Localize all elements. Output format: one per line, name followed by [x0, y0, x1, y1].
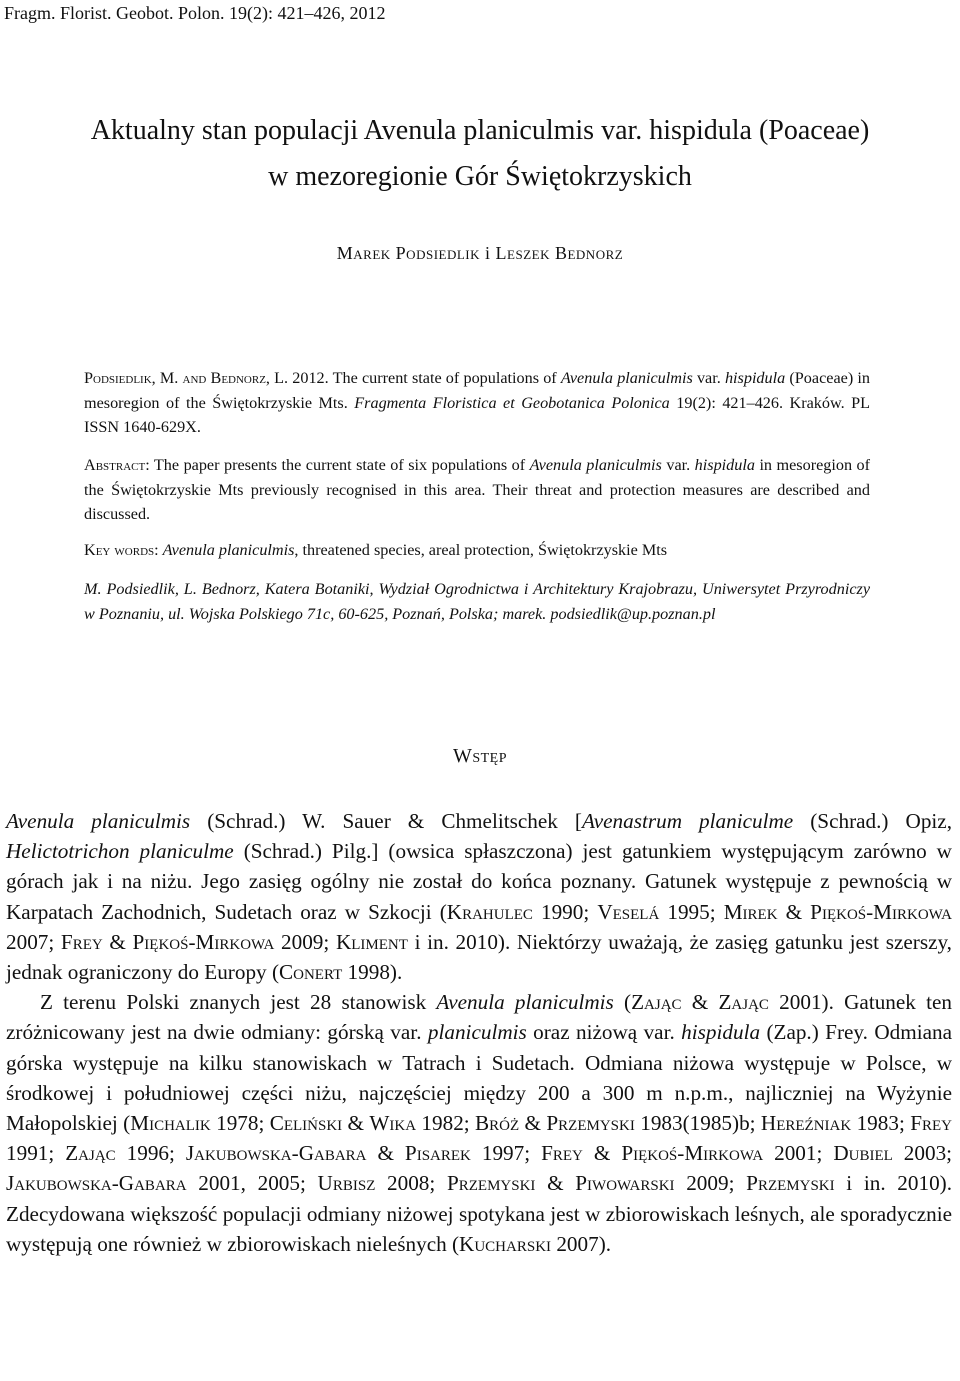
- text-run: i in. 2010). Zdecydowana większość populacji odmiany niżowej spotykana jest w zbiorowiskach leśnych, ale sporadycznie występują one również w zbiorowiskach nieleśnych (: [6, 1171, 953, 1256]
- citation-journal: Fragmenta Floristica et Geobotanica Polonica: [354, 393, 670, 412]
- cited-author: Kliment: [335, 929, 408, 954]
- text-run: &: [535, 1171, 576, 1196]
- text-run: (Schrad.) W. Sauer & Chmelitschek [: [190, 809, 582, 833]
- cited-author: Hereźniak: [760, 1111, 852, 1136]
- cited-author: Piękoś-Mirkowa: [621, 1141, 764, 1166]
- text-run: &: [366, 1141, 405, 1166]
- text-run: 1982;: [416, 1111, 476, 1136]
- authors-conj: i: [485, 243, 491, 263]
- citation-text-2: (Poaceae) in mesoregion of the Świętokrzyskie Mts.: [84, 369, 870, 412]
- species-name: planiculmis: [427, 1020, 527, 1045]
- author-1: Marek Podsiedlik: [336, 243, 481, 263]
- title-line-1: Aktualny stan populacji Avenula planiculmis var. hispidula (Poaceae): [90, 115, 870, 146]
- text-run: 2009;: [674, 1171, 747, 1196]
- text-run: 1996;: [115, 1141, 186, 1166]
- cited-author: Kucharski: [459, 1231, 552, 1256]
- cited-author: Pisarek: [404, 1141, 471, 1166]
- abstract: [84, 453, 870, 527]
- cited-author: Przemyski: [546, 1111, 635, 1136]
- cited-author: Mirek: [723, 899, 778, 924]
- cited-author: Dubiel: [833, 1141, 893, 1166]
- text-run: 2001, 2005;: [186, 1171, 318, 1196]
- author-address: [84, 577, 870, 626]
- section-heading: Wstęp: [452, 745, 508, 767]
- cited-author: Przemyski: [746, 1171, 835, 1196]
- text-run: &: [681, 990, 719, 1015]
- cited-author: Wika: [369, 1111, 417, 1136]
- abstract-label: Abstract: [84, 456, 146, 474]
- text-run: (: [613, 990, 632, 1015]
- abstract-text-2: in mesoregion of the Świętokrzyskie Mts previously recognised in this area. Their threat and protection measures are described and discussed.: [84, 456, 871, 524]
- citation-authors: Podsiedlik, M. and Bednorz, L. 2012.: [84, 369, 329, 387]
- species-name: Helictotrichon planiculme: [6, 839, 234, 864]
- citation-species: Avenula planiculmis: [560, 369, 693, 387]
- citation-text-3: 19(2): 421–426. Kraków. PL ISSN 1640-629X.: [84, 393, 871, 437]
- cited-author: Jakubowska-Gabara: [185, 1141, 367, 1166]
- text-run: 1998).: [342, 960, 403, 985]
- text-run: &: [342, 1111, 370, 1136]
- cited-author: Conert: [279, 960, 343, 985]
- cited-author: Frey: [910, 1111, 952, 1136]
- cited-author: Przemyski: [446, 1171, 536, 1196]
- cited-author: Zając: [631, 990, 682, 1015]
- address-text: M. Podsiedlik, L. Bednorz, Katera Botaniki, Wydział Ogrodnictwa i Architektury Krajobrazu, Uniwersytet Przyrodniczy w Poznaniu, ul. Wojska Polskiego 71c, 60-625, Poznań, Polska; marek. podsiedlik@up.poznan.pl: [84, 580, 870, 623]
- keywords-rest: , threatened species, areal protection, Świętokrzyskie Mts: [294, 541, 668, 559]
- cited-author: Frey: [60, 929, 103, 954]
- cited-author: Jakubowska-Gabara: [6, 1171, 187, 1196]
- abstract-species: Avenula planiculmis: [529, 456, 662, 474]
- text-run: 2007;: [6, 929, 61, 954]
- text-run: 1991;: [6, 1141, 66, 1166]
- cited-author: Piękoś-Mirkowa: [132, 929, 275, 954]
- text-run: &: [582, 1141, 622, 1166]
- abstract-colon: :: [145, 456, 150, 474]
- text-run: Z terenu Polski znanych jest 28 stanowisk: [40, 990, 437, 1015]
- cited-author: Zając: [718, 990, 769, 1015]
- cited-author: Bróż: [475, 1111, 520, 1136]
- body-text: [6, 806, 952, 1259]
- text-run: 1983;: [851, 1111, 911, 1136]
- text-run: 1978;: [210, 1111, 270, 1136]
- cited-author: Frey: [541, 1141, 583, 1166]
- text-run: 1995;: [659, 899, 724, 924]
- author-2: Leszek Bednorz: [495, 243, 624, 263]
- title-line-2: w mezoregionie Gór Świętokrzyskich: [268, 161, 692, 192]
- text-run: (Schrad.) Pilg.] (owsica spłaszczona) jest gatunkiem występującym zarówno w górach jak i na niżu. Jego zasięg ogólny nie został do końca poznany. Gatunek występuje z pewnością w Karpatach Zachodnich, Sudetach oraz w Szkocji (: [6, 839, 952, 924]
- cited-author: Piękoś-Mirkowa: [810, 899, 953, 924]
- cited-author: Piwowarski: [575, 1171, 675, 1196]
- text-run: 1990;: [532, 899, 598, 924]
- cited-author: Michalik: [130, 1111, 211, 1136]
- text-run: 2003;: [892, 1141, 953, 1166]
- text-run: 2001;: [763, 1141, 834, 1166]
- keywords-species: Avenula planiculmis: [162, 541, 295, 559]
- species-name: Avenula planiculmis: [436, 990, 614, 1015]
- keywords-label: Key words: [84, 541, 155, 559]
- paragraph-1: [6, 806, 952, 987]
- keywords-colon: :: [154, 541, 159, 559]
- text-run: (Schrad.) Opiz,: [793, 809, 953, 833]
- text-run: &: [519, 1111, 547, 1136]
- text-run: &: [102, 929, 133, 954]
- text-run: (Zap.) Frey. Odmiana górska występuje na kilku stanowiskach w Tatrach i Sudetach. Odmiana niżowa występuje w Polsce, w środkowej i południowej części niżu, najczęściej między 200 a 300 m n.p.m., najliczniej na Wyżynie Małopolskiej (: [6, 1020, 952, 1136]
- cited-author: Celiński: [269, 1111, 343, 1136]
- citation-variety: hispidula: [724, 369, 786, 387]
- text-run: 2009;: [274, 929, 336, 954]
- cited-author: Veselá: [597, 899, 660, 924]
- species-name: Avenula planiculmis: [6, 809, 191, 833]
- citation: [84, 366, 870, 440]
- citation-var: var.: [696, 369, 721, 387]
- abstract-var: var.: [666, 456, 691, 474]
- text-run: 1997;: [470, 1141, 542, 1166]
- abstract-variety: hispidula: [694, 456, 755, 474]
- text-run: 2001). Gatunek ten zróżnicowany jest na dwie odmiany: górską var.: [6, 990, 953, 1045]
- text-run: 1983(1985)b;: [634, 1111, 761, 1136]
- citation-text-1: The current state of populations of: [332, 369, 557, 387]
- text-run: oraz niżową var.: [526, 1020, 682, 1045]
- cited-author: Urbisz: [317, 1171, 376, 1196]
- text-run: 2008;: [375, 1171, 447, 1196]
- abstract-text-1: The paper presents the current state of six populations of: [153, 456, 526, 474]
- keywords: [84, 538, 870, 563]
- text-run: i in. 2010). Niektórzy uważają, że zasięg gatunku jest szerszy, jednak ograniczony do Europy (: [6, 929, 952, 985]
- text-run: 2007).: [551, 1231, 612, 1256]
- paragraph-2: [6, 987, 952, 1259]
- cited-author: Zając: [65, 1141, 116, 1166]
- species-name: Avenastrum planiculme: [581, 809, 794, 833]
- authors: [0, 243, 960, 264]
- text-run: &: [777, 899, 811, 924]
- species-name: hispidula: [681, 1020, 761, 1045]
- journal-reference: Fragm. Florist. Geobot. Polon. 19(2): 421–426, 2012: [4, 3, 386, 23]
- cited-author: Krahulec: [446, 899, 533, 924]
